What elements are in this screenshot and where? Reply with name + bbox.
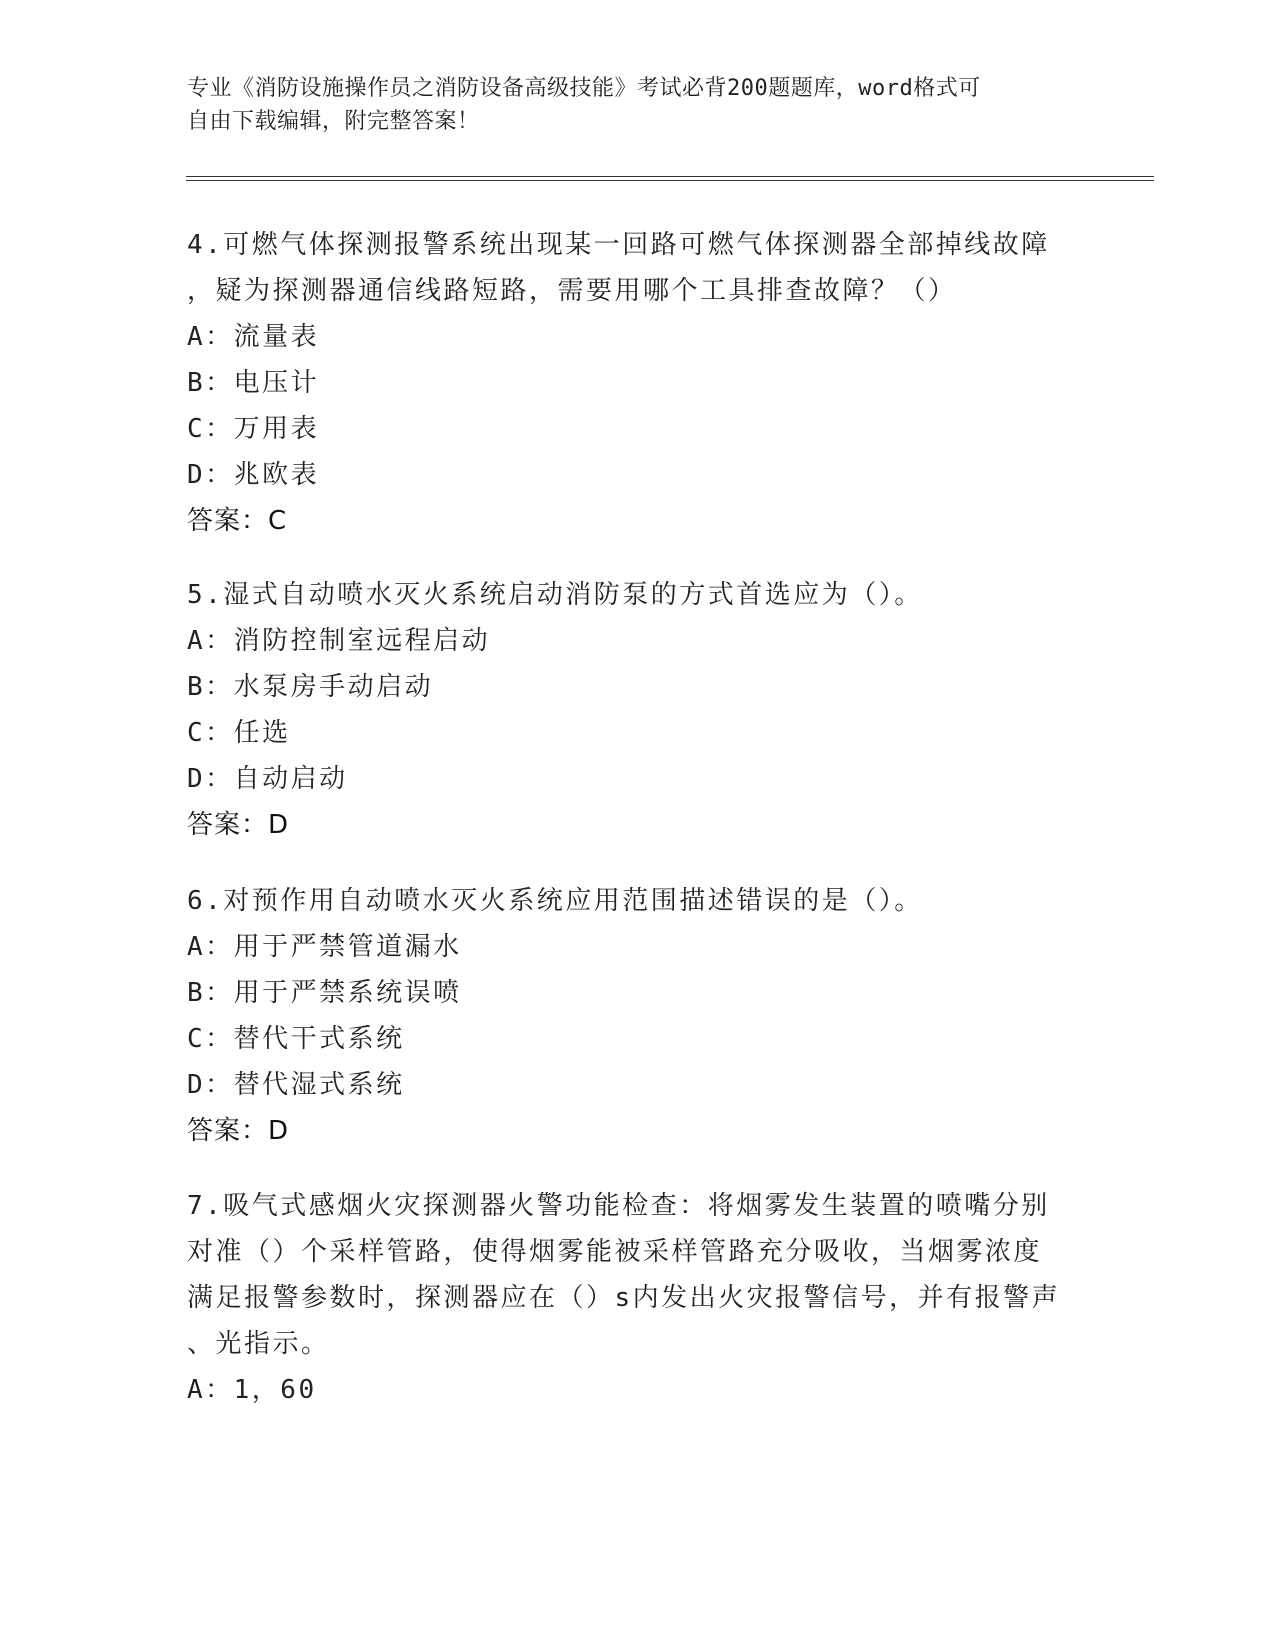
document-header (187, 72, 1087, 138)
header-line-2: 自由下载编辑，附完整答案！ (187, 109, 480, 134)
option-d: D：兆欧表 (187, 460, 320, 490)
question-text-line: 6.对预作用自动喷水灭火系统应用范围描述错误的是（）。 (187, 886, 923, 916)
option-d: D：替代湿式系统 (187, 1070, 405, 1100)
question-text-line: ，疑为探测器通信线路短路，需要用哪个工具排查故障？（） (187, 276, 957, 306)
answer: 答案：C (187, 506, 288, 536)
option-b: B：电压计 (187, 368, 320, 398)
option-b: B：水泵房手动启动 (187, 672, 434, 702)
question-6 (187, 878, 1087, 1154)
question-text-line: 7.吸气式感烟火灾探测器火警功能检查：将烟雾发生装置的喷嘴分别 (187, 1191, 1050, 1221)
option-a: A：消防控制室远程启动 (187, 626, 491, 656)
question-5 (187, 572, 1087, 848)
question-text-line: 、光指示。 (187, 1329, 330, 1359)
header-divider (186, 176, 1154, 181)
option-c: C：任选 (187, 718, 291, 748)
option-a: A：用于严禁管道漏水 (187, 932, 462, 962)
header-line-1: 专业《消防设施操作员之消防设备高级技能》考试必背200题题库，word格式可 (187, 76, 981, 101)
question-text-line: 5.湿式自动喷水灭火系统启动消防泵的方式首选应为（）。 (187, 580, 923, 610)
option-a: A：1，60 (187, 1375, 317, 1405)
question-7 (187, 1183, 1087, 1413)
option-c: C：万用表 (187, 414, 320, 444)
option-b: B：用于严禁系统误喷 (187, 978, 462, 1008)
question-text-line: 4.可燃气体探测报警系统出现某一回路可燃气体探测器全部掉线故障 (187, 230, 1050, 260)
answer: 答案：D (187, 810, 290, 840)
answer: 答案：D (187, 1116, 290, 1146)
option-c: C：替代干式系统 (187, 1024, 405, 1054)
question-4 (187, 222, 1087, 544)
question-text-line: 满足报警参数时，探测器应在（）s内发出火灾报警信号，并有报警声 (187, 1283, 1061, 1313)
option-a: A：流量表 (187, 322, 320, 352)
option-d: D：自动启动 (187, 764, 348, 794)
question-text-line: 对准（）个采样管路，使得烟雾能被采样管路充分吸收，当烟雾浓度 (187, 1237, 1043, 1267)
